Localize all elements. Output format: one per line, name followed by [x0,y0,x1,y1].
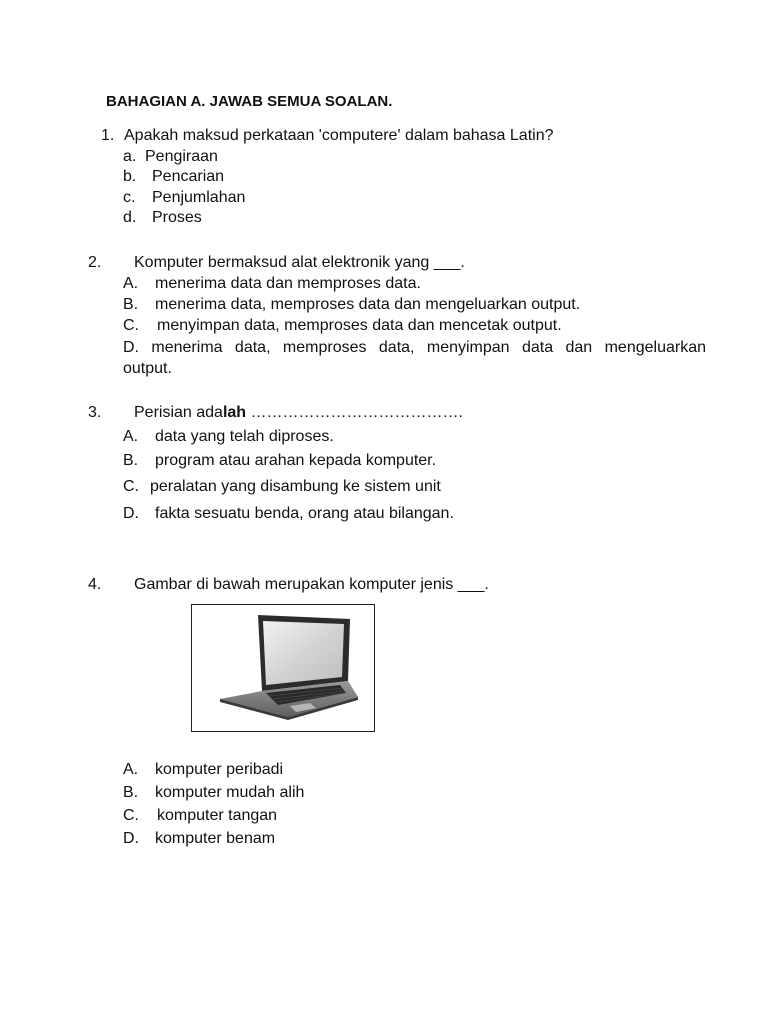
option-text: komputer benam [155,830,276,847]
option-letter: B. [123,296,139,313]
option-text: komputer peribadi [155,761,284,778]
option-text: Pencarian [152,168,225,185]
option-letter: C. [123,807,139,824]
question-figure [191,604,375,732]
option-letter: D. [123,339,139,356]
option-letter: C. [123,478,139,495]
section-heading: BAHAGIAN A. JAWAB SEMUA SOALAN. [106,93,393,110]
option-letter: a. [123,148,137,165]
option-letter: c. [123,189,136,206]
question-text-bold: lah [222,404,247,421]
option-letter: d. [123,209,137,226]
option-text: menerima data, memproses data dan mengeluarkan output. [155,296,581,313]
option-letter: C. [123,317,139,334]
question-number: 1. [101,127,115,144]
option-text: data yang telah diproses. [155,428,334,445]
option-text: menerima data dan memproses data. [155,275,421,292]
option-text: menerima data, memproses data, menyimpan data dan mengeluarkan [151,339,707,356]
question-text-suffix: …………………………………. [246,404,463,421]
option-text-continued: output. [123,360,172,377]
option-text: Pengiraan [145,148,218,165]
question-text: Gambar di bawah merupakan komputer jenis ___. [134,576,489,593]
option-text: peralatan yang disambung ke sistem unit [150,478,441,495]
option-letter: D. [123,830,139,847]
option-text: Proses [152,209,202,226]
question-text: Komputer bermaksud alat elektronik yang ___. [134,254,465,271]
option-letter: A. [123,428,139,445]
question-text: Apakah maksud perkataan 'computere' dalam bahasa Latin? [124,127,554,144]
option-letter: D. [123,505,139,522]
option-text: Penjumlahan [152,189,246,206]
option-text: menyimpan data, memproses data dan mencetak output. [157,317,562,334]
question-number: 2. [88,254,102,271]
option-letter: B. [123,452,139,469]
option-letter: A. [123,275,139,292]
option-text: program atau arahan kepada komputer. [155,452,437,469]
question-text [134,403,463,423]
option-d-line-1 [123,338,706,358]
option-text: komputer tangan [157,807,278,824]
option-letter: A. [123,761,139,778]
option-text: komputer mudah alih [155,784,305,801]
laptop-icon [192,605,374,731]
option-letter: B. [123,784,139,801]
question-number: 4. [88,576,102,593]
question-number: 3. [88,404,102,421]
option-letter: b. [123,168,137,185]
question-text-prefix: Perisian ada [134,404,223,421]
option-text: fakta sesuatu benda, orang atau bilangan. [155,505,454,522]
